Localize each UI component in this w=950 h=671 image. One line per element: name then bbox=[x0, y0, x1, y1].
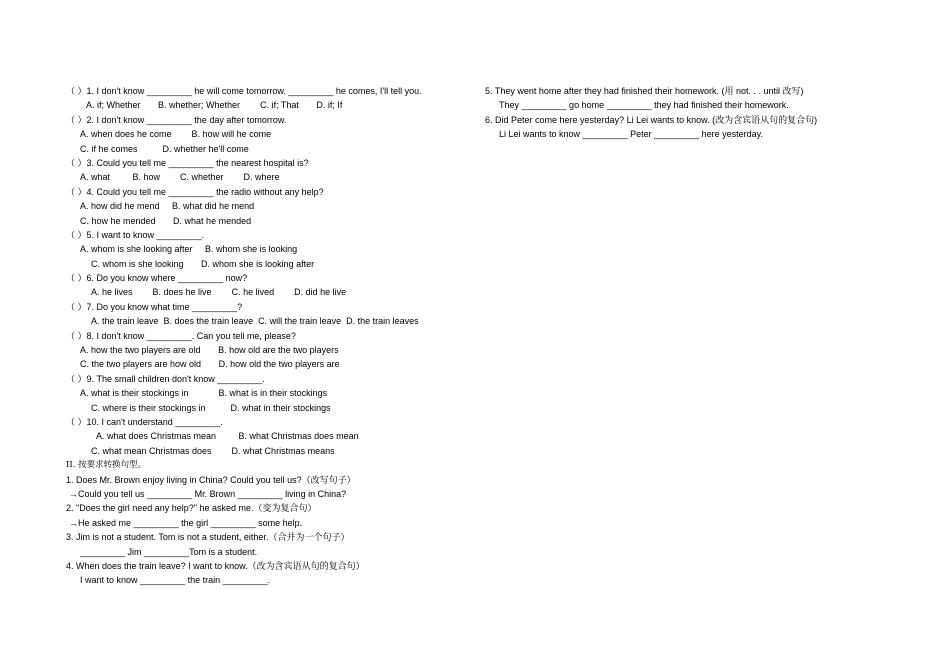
q4-stem: （ ）4. Could you tell me _________ the radio without any help? bbox=[66, 186, 324, 197]
q7-options: A. the train leave B. does the train leave C. will the train leave D. the train leaves bbox=[91, 316, 419, 327]
transform-2-prompt: 2. "Does the girl need any help?" he asked me.（变为复合句） bbox=[66, 503, 317, 514]
transform-5-prompt: 5. They went home after they had finished their homework. (用 not. . . until 改写) bbox=[485, 86, 804, 96]
q1-options: A. if; Whether B. whether; Whether C. if; That D. if; If bbox=[86, 100, 343, 111]
q5-stem: （ ）5. I want to know _________. bbox=[66, 229, 205, 240]
section-ii-heading: II. 按要求转换句型。 bbox=[66, 460, 147, 471]
q10-stem: （ ）10. I can't understand _________. bbox=[66, 416, 223, 427]
transform-1-answer: →Could you tell us _________ Mr. Brown _________ living in China? bbox=[69, 488, 347, 499]
transform-1-prompt: 1. Does Mr. Brown enjoy living in China? Could you tell us?（改写句子） bbox=[66, 474, 356, 485]
q7-stem: （ ）7. Do you know what time _________? bbox=[66, 301, 243, 312]
right-column bbox=[485, 84, 905, 142]
transform-4-prompt: 4. When does the train leave? I want to know.（改为含宾语从句的复合句） bbox=[66, 560, 365, 571]
q9-options-ab: A. what is their stockings in B. what is in their stockings bbox=[80, 388, 328, 399]
q8-stem: （ ）8. I don't know _________. Can you tell me, please? bbox=[66, 330, 296, 341]
q2-options-ab: A. when does he come B. how will he come bbox=[80, 129, 272, 140]
q1-stem: （ ）1. I don't know _________ he will come tomorrow. _________ he comes, I'll tell you. bbox=[66, 86, 422, 96]
q5-options-cd: C. whom is she looking D. whom she is looking after bbox=[91, 258, 315, 269]
q8-options-ab: A. how the two players are old B. how old are the two players bbox=[80, 345, 339, 356]
transform-5-answer: They _________ go home _________ they had finished their homework. bbox=[499, 100, 789, 111]
transform-2-answer: →He asked me _________ the girl _________ some help. bbox=[69, 517, 303, 528]
q2-stem: （ ）2. I don't know _________ the day after tomorrow. bbox=[66, 114, 287, 125]
q2-options-cd: C. if he comes D. whether he'll come bbox=[80, 143, 249, 154]
q3-stem: （ ）3. Could you tell me _________ the nearest hospital is? bbox=[66, 157, 309, 168]
q4-options-ab: A. how did he mend B. what did he mend bbox=[80, 201, 255, 212]
q5-options-ab: A. whom is she looking after B. whom she is looking bbox=[80, 244, 298, 255]
transform-3-answer: _________ Jim _________Tom is a student. bbox=[80, 546, 258, 557]
transform-3-prompt: 3. Jim is not a student. Tom is not a student, either.（合并为一个句子） bbox=[66, 532, 350, 543]
left-column bbox=[66, 84, 466, 588]
q8-options-cd: C. the two players are how old D. how old the two players are bbox=[80, 359, 340, 370]
q10-options-ab: A. what does Christmas mean B. what Christmas does mean bbox=[96, 431, 359, 442]
q4-options-cd: C. how he mended D. what he mended bbox=[80, 215, 252, 226]
q9-options-cd: C. where is their stockings in D. what in their stockings bbox=[91, 402, 331, 413]
transform-6-answer: Li Lei wants to know _________ Peter _________ here yesterday. bbox=[499, 129, 764, 140]
q3-options: A. what B. how C. whether D. where bbox=[80, 172, 280, 183]
transform-6-prompt: 6. Did Peter come here yesterday? Li Lei wants to know. (改为含宾语从句的复合句) bbox=[485, 114, 818, 125]
q10-options-cd: C. what mean Christmas does D. what Christmas means bbox=[91, 445, 335, 456]
q6-stem: （ ）6. Do you know where _________ now? bbox=[66, 273, 248, 284]
q6-options: A. he lives B. does he live C. he lived D. did he live bbox=[91, 287, 347, 298]
transform-4-answer: I want to know _________ the train _________. bbox=[80, 575, 271, 586]
q9-stem: （ ）9. The small children don't know _________. bbox=[66, 373, 265, 384]
